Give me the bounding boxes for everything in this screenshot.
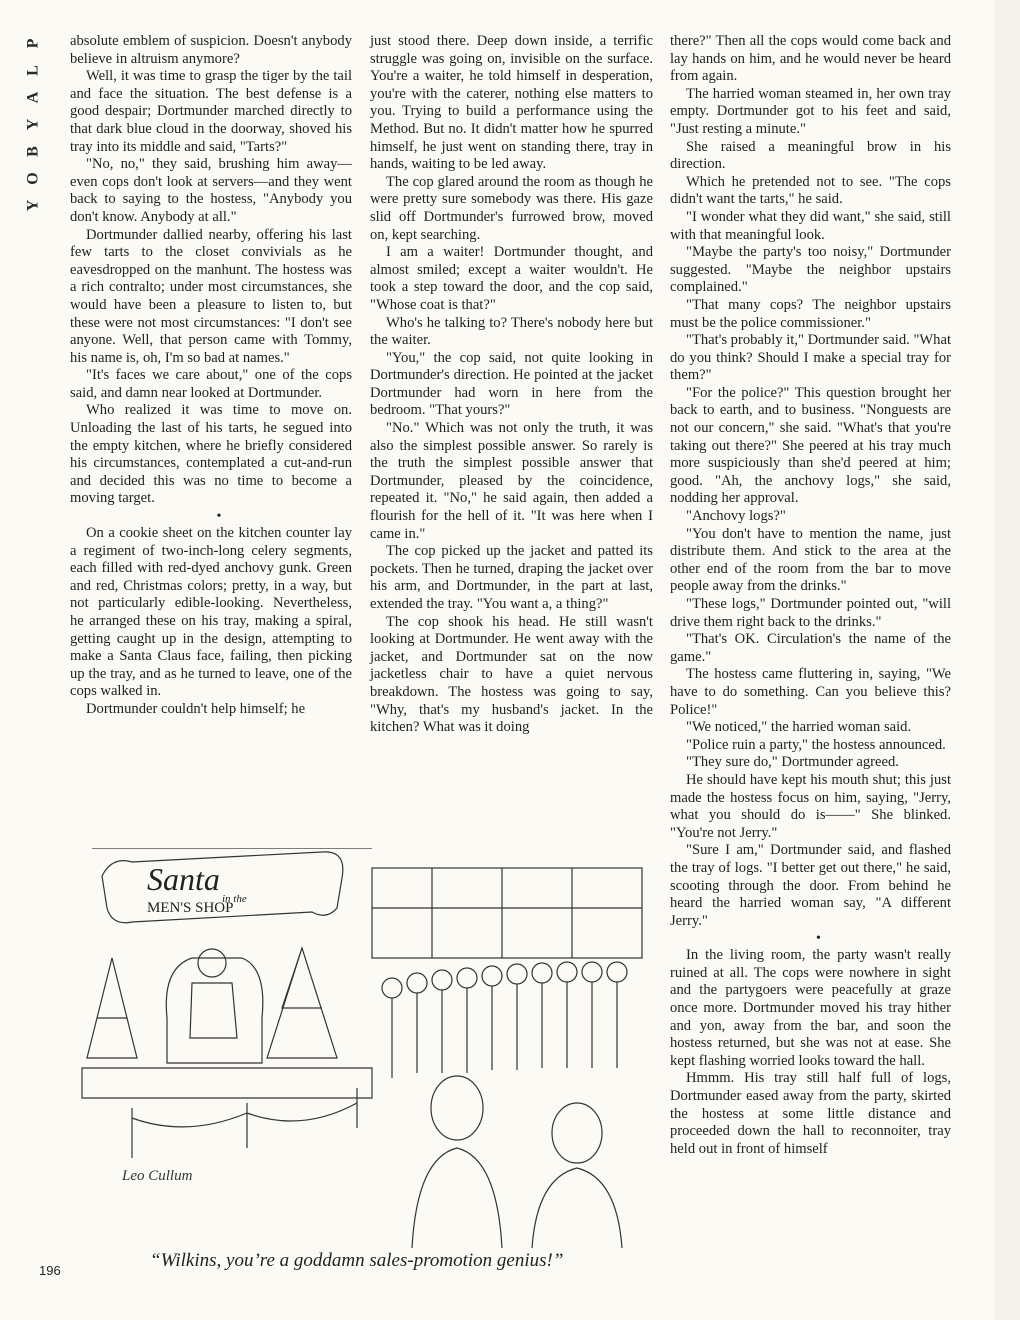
masthead-letter: O xyxy=(24,172,42,185)
paragraph: "Sure I am," Dortmunder said, and flashed the tray of logs. "I better get out there," he said, scooting through the door. From behind he heard the harried woman say, "A different Jerry." xyxy=(670,842,951,929)
paragraph: "No." Which was not only the truth, it was also the simplest possible answer. So rarely is the truth the simplest possible answer that Dortmunder, pleased by the coincidence, repeated it. "No," he said again, then added a flourish for the hell of it. "It was here when I came in." xyxy=(370,420,653,542)
paragraph: Dortmunder couldn't help himself; he xyxy=(86,700,306,717)
paragraph: "These logs," Dortmunder pointed out, "will drive them right back to the drinks." xyxy=(670,596,951,630)
column-2 xyxy=(370,33,653,737)
paragraph: He should have kept his mouth shut; this just made the hostess focus on him, saying, "Jerry, what you should do is——" She blinked. "You're not Jerry." xyxy=(670,771,951,841)
paragraph: Who's he talking to? There's nobody here but the waiter. xyxy=(370,314,653,349)
paragraph: "It's faces we care about," one of the cops said, and damn near looked at Dortmunder. xyxy=(70,367,352,401)
paragraph: "We noticed," the harried woman said. xyxy=(686,719,912,736)
masthead-letter: L xyxy=(24,65,42,76)
paragraph: "No, no," they said, brushing him away—even cops don't look at servers—and they went back to saying to the hostess, "Anybody you don't know. Anybody at all." xyxy=(70,156,352,225)
masthead-letter: A xyxy=(24,91,42,104)
masthead-letter: B xyxy=(24,146,42,157)
paragraph: Hmmm. His tray still half full of logs, Dortmunder eased away from the party, skirted the hostess at some little distance and proceeded down the hall to reconnoiter, tray held out in front of himself xyxy=(670,1070,951,1157)
paragraph: just stood there. Deep down inside, a terrific struggle was going on, invisible on the surface. You're a waiter, he told himself in desperation, you're with the caterer, nothing else matters to you. Trying to build a performance using the Method. But no. It didn't matter how he spurred himself, he just went on standing there, tray in hands, waiting to be led away. xyxy=(370,33,653,173)
paragraph: Who realized it was time to move on. Unloading the last of his tarts, he segued into the empty kitchen, where he briefly considered his circumstances, contemplated a cut-and-run and decided this was no time to become a moving target. xyxy=(70,402,352,507)
paragraph: "Anchovy logs?" xyxy=(686,508,786,525)
column-1 xyxy=(70,33,352,719)
paragraph: "That's OK. Circulation's the name of the game." xyxy=(670,631,951,665)
paragraph: "For the police?" This question brought her back to earth, and to business. "Nonguests are not our concern," she said. "What's that you're taking out there?" She peered at his tray much more suspiciously than she'd peered at him; good. "Ah, the anchovy logs," she said, nodding her approval. xyxy=(670,384,951,507)
masthead-letter: P xyxy=(24,38,42,49)
paragraph: The cop picked up the jacket and patted its pockets. Then he turned, draping the jacket over his arm, and Dortmunder, in the part at last, extended the tray. "You want a, a thing?" xyxy=(370,543,653,612)
playboy-masthead xyxy=(18,30,48,219)
paragraph: "You don't have to mention the name, just distribute them. And stick to the area at the other end of the room from the bar to move people away from the drinks." xyxy=(670,525,951,595)
sign-mens-shop: MEN'S SHOP xyxy=(147,900,234,916)
paragraph: absolute emblem of suspicion. Doesn't anybody believe in altruism anymore? xyxy=(70,33,352,67)
paragraph: there?" Then all the cops would come back and lay hands on him, and he would never be heard from again. xyxy=(670,33,951,85)
masthead-letter: Y xyxy=(24,199,42,212)
cartoon-illustration xyxy=(72,848,647,1248)
paragraph: "That's probably it," Dortmunder said. "What do you think? Should I make a special tray for them?" xyxy=(670,332,951,384)
paragraph: "I wonder what they did want," she said, still with that meaningful look. xyxy=(670,208,951,243)
paragraph: The harried woman steamed in, her own tray empty. Dortmunder got to his feet and said, "Just resting a minute." xyxy=(670,85,951,137)
section-break-bullet: • xyxy=(816,931,821,947)
column-3 xyxy=(670,33,951,1158)
queue-of-men xyxy=(382,962,627,1078)
paragraph: Which he pretended not to see. "The cops didn't want the tarts," he said. xyxy=(670,173,951,208)
paragraph: "Police ruin a party," the hostess announced. xyxy=(686,736,946,753)
paragraph: "That many cops? The neighbor upstairs must be the police commissioner." xyxy=(670,296,951,331)
page-edge xyxy=(995,0,1020,1320)
paragraph: "They sure do," Dortmunder agreed. xyxy=(686,754,899,771)
section-break-bullet: • xyxy=(216,509,222,525)
paragraph: "Maybe the party's too noisy," Dortmunder suggested. "Maybe the neighbor upstairs complained." xyxy=(670,244,951,296)
paragraph: On a cookie sheet on the kitchen counter lay a regiment of two-inch-long celery segments, each filled with red-dyed anchovy gunk. Green and red, Christmas colors; pretty, in a way, but not particularly edible-looking. Nevertheless, he arranged these on his tray, making a spiral, getting caught up in the design, attempting to make a Santa Claus face, failing, then picking up the tray, and as he turned to leave, one of the cops walked in. xyxy=(70,525,352,700)
paragraph: Well, it was time to grasp the tiger by the tail and face the situation. The best defense is a good despair; Dortmunder marched directly to that dark blue cloud in the doorway, shoved his tray into its middle and said, "Tarts?" xyxy=(70,68,352,155)
tree-right xyxy=(267,948,337,1058)
sign-santa: Santa xyxy=(147,861,220,897)
paragraph: She raised a meaningful brow in his direction. xyxy=(670,138,951,173)
masthead-letter: Y xyxy=(24,118,42,131)
paragraph: I am a waiter! Dortmunder thought, and almost smiled; except a waiter wouldn't. He took a step toward the door, and the cop said, "Whose coat is that?" xyxy=(370,244,653,313)
cartoon-caption: “Wilkins, you’re a goddamn sales-promotion genius!” xyxy=(150,1250,564,1271)
tree-left xyxy=(87,958,137,1058)
sign-in-the: in the xyxy=(222,893,247,905)
santa-head xyxy=(198,949,226,977)
paragraph: The cop glared around the room as though he were pretty sure somebody was there. His gaze slid off Dortmunder's furrowed brow, moved on, kept searching. xyxy=(370,173,653,243)
paragraph: In the living room, the party wasn't really ruined at all. The cops were nowhere in sight and the partygoers were peacefully at graze once more. Dortmunder moved his tray hither and yon, away from the bar, and soon the hostess returned, but she was not at ease. She kept flashing worried looks toward the hall. xyxy=(670,947,951,1069)
santa-body xyxy=(190,983,237,1038)
page-number: 196 xyxy=(39,1263,61,1278)
executives xyxy=(412,1076,622,1248)
armchair xyxy=(166,958,263,1063)
cartoonist-signature: Leo Cullum xyxy=(122,1168,193,1184)
paragraph: Dortmunder dallied nearby, offering his last few tarts to the closet convivials as he eavesdropped on the manhunt. The hostess was a rich contralto; under most circumstances, she would have been a pleasure to listen to, but these were not most circumstances: "I don't see anyone. Well, that person came with Tommy, his name is, oh, I'm so bad at names." xyxy=(70,226,352,366)
paragraph: The cop shook his head. He still wasn't looking at Dortmunder. He went away with the jacket, and Dortmunder sat on the now jacketless chair to have a quiet nervous breakdown. The hostess was going to say, "Why, that's my husband's jacket. In the kitchen? What was it doing xyxy=(370,613,653,736)
paragraph: The hostess came fluttering in, saying, "We have to do something. Can you believe this? Police!" xyxy=(670,666,951,718)
paragraph: "You," the cop said, not quite looking in Dortmunder's direction. He pointed at the jacket Dortmunder had worn in here from the bedroom. "That yours?" xyxy=(370,349,653,419)
